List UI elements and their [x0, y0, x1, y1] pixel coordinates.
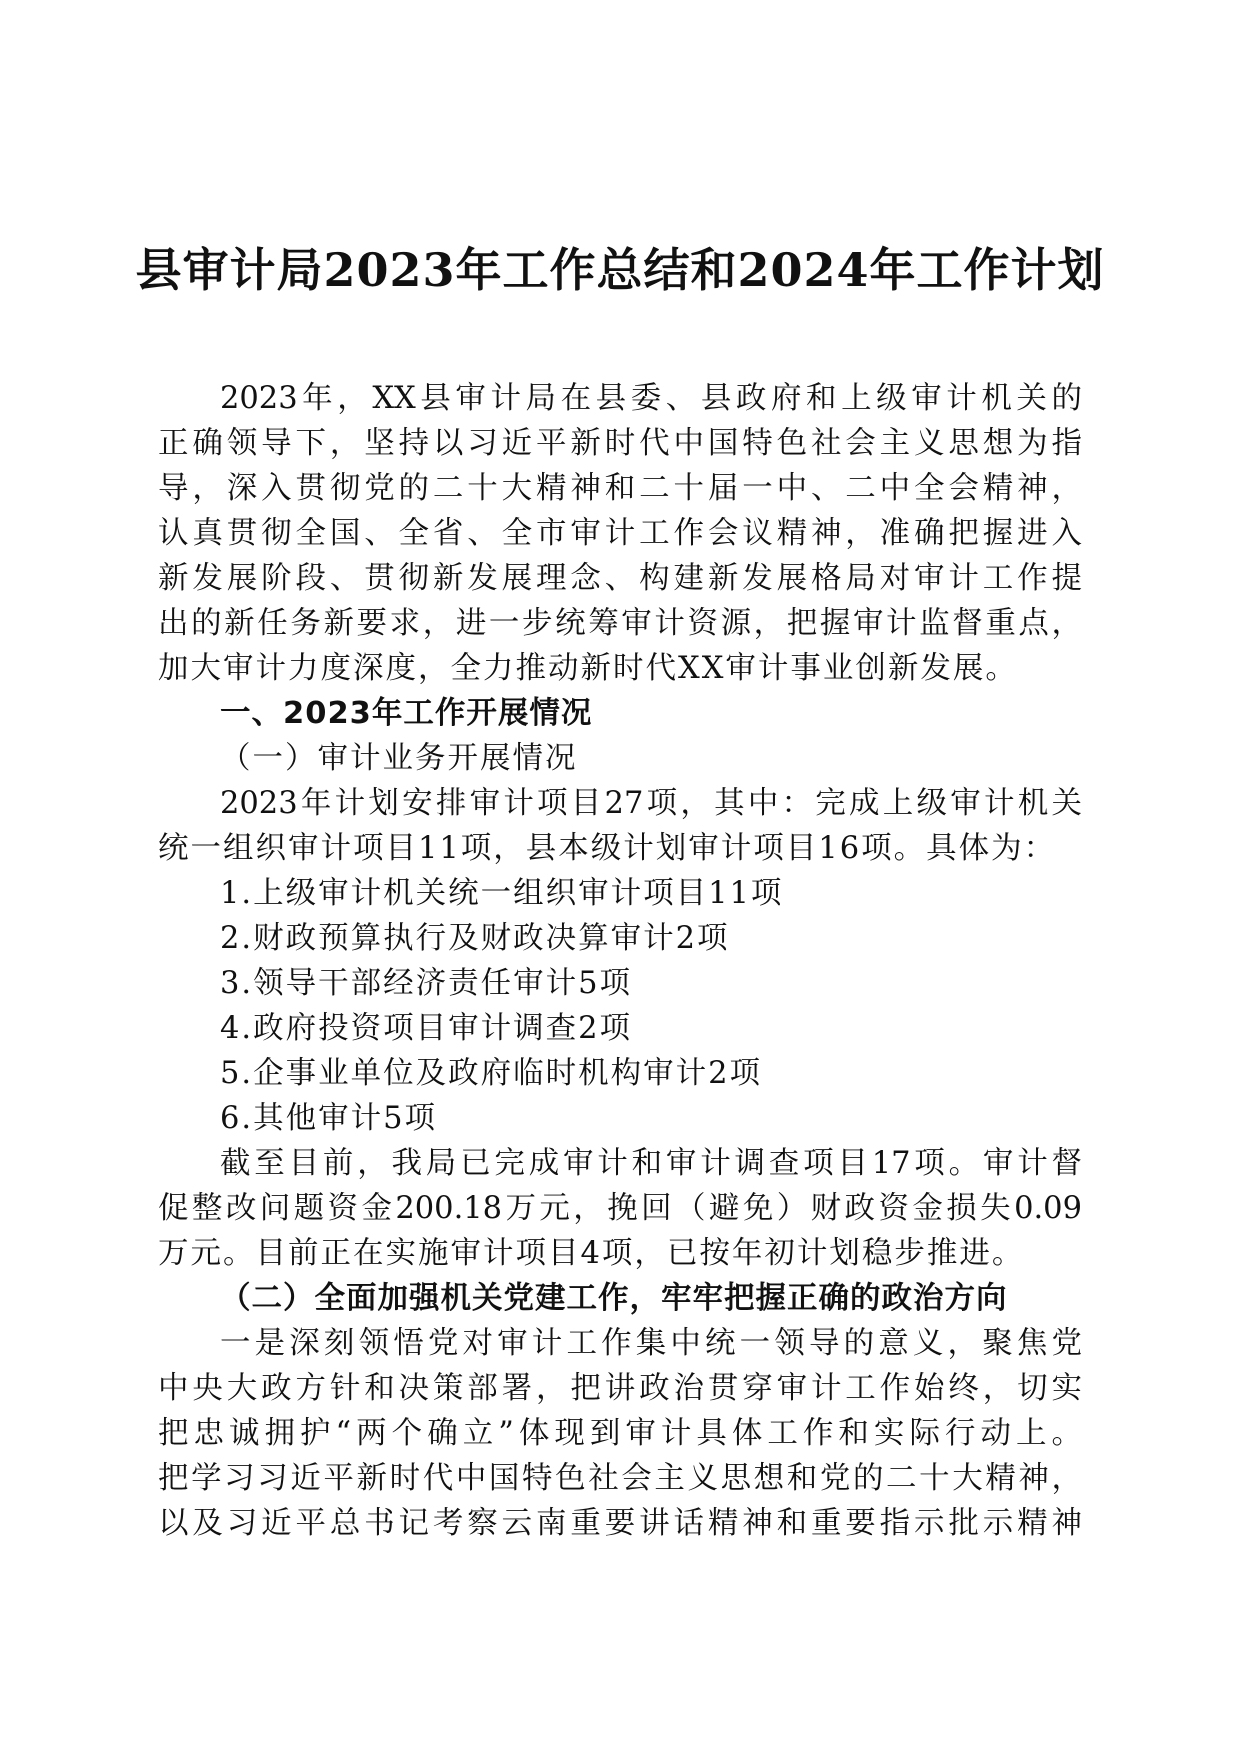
document-body	[158, 376, 1082, 1546]
section-heading-1: 一、2023年工作开展情况	[220, 696, 593, 731]
intro-line-7: 加大审计力度深度，全力推动新时代XX审计事业创新发展。	[158, 651, 1018, 686]
subsection-heading-1: （一）审计业务开展情况	[220, 741, 578, 776]
list-item: 1.上级审计机关统一组织审计项目11项	[220, 876, 784, 911]
party-line-5: 以及习近平总书记考察云南重要讲话精神和重要指示批示精神	[158, 1506, 1082, 1541]
list-item: 6.其他审计5项	[220, 1101, 438, 1136]
progress-line-3: 万元。目前正在实施审计项目4项，已按年初计划稳步推进。	[158, 1236, 1025, 1271]
intro-line-2: 正确领导下，坚持以习近平新时代中国特色社会主义思想为指	[158, 426, 1082, 461]
progress-line-1: 截至目前，我局已完成审计和审计调查项目17项。审计督	[220, 1146, 1082, 1181]
plan-line-1: 2023年计划安排审计项目27项，其中：完成上级审计机关	[220, 786, 1082, 821]
party-line-3: 把忠诚拥护“两个确立”体现到审计具体工作和实际行动上。	[158, 1416, 1082, 1451]
document-title: 县审计局2023年工作总结和2024年工作计划	[135, 243, 1105, 297]
intro-line-5: 新发展阶段、贯彻新发展理念、构建新发展格局对审计工作提	[158, 561, 1082, 596]
intro-line-3: 导，深入贯彻党的二十大精神和二十届一中、二中全会精神，	[158, 471, 1082, 506]
party-line-1: 一是深刻领悟党对审计工作集中统一领导的意义，聚焦党	[220, 1326, 1082, 1361]
plan-line-2: 统一组织审计项目11项，县本级计划审计项目16项。具体为：	[158, 831, 1057, 866]
subsection-heading-2: （二）全面加强机关党建工作，牢牢把握正确的政治方向	[220, 1281, 1008, 1316]
intro-line-6: 出的新任务新要求，进一步统筹审计资源，把握审计监督重点，	[158, 606, 1082, 641]
list-item: 2.财政预算执行及财政决算审计2项	[220, 921, 730, 956]
intro-line-1: 2023年，XX县审计局在县委、县政府和上级审计机关的	[220, 381, 1082, 416]
party-line-2: 中央大政方针和决策部署，把讲政治贯穿审计工作始终，切实	[158, 1371, 1082, 1406]
party-line-4: 把学习习近平新时代中国特色社会主义思想和党的二十大精神，	[158, 1461, 1082, 1496]
list-item: 3.领导干部经济责任审计5项	[220, 966, 633, 1001]
progress-line-2: 促整改问题资金200.18万元，挽回（避免）财政资金损失0.09	[158, 1191, 1082, 1226]
list-item: 5.企事业单位及政府临时机构审计2项	[220, 1056, 763, 1091]
list-item: 4.政府投资项目审计调查2项	[220, 1011, 633, 1046]
intro-line-4: 认真贯彻全国、全省、全市审计工作会议精神，准确把握进入	[158, 516, 1082, 551]
